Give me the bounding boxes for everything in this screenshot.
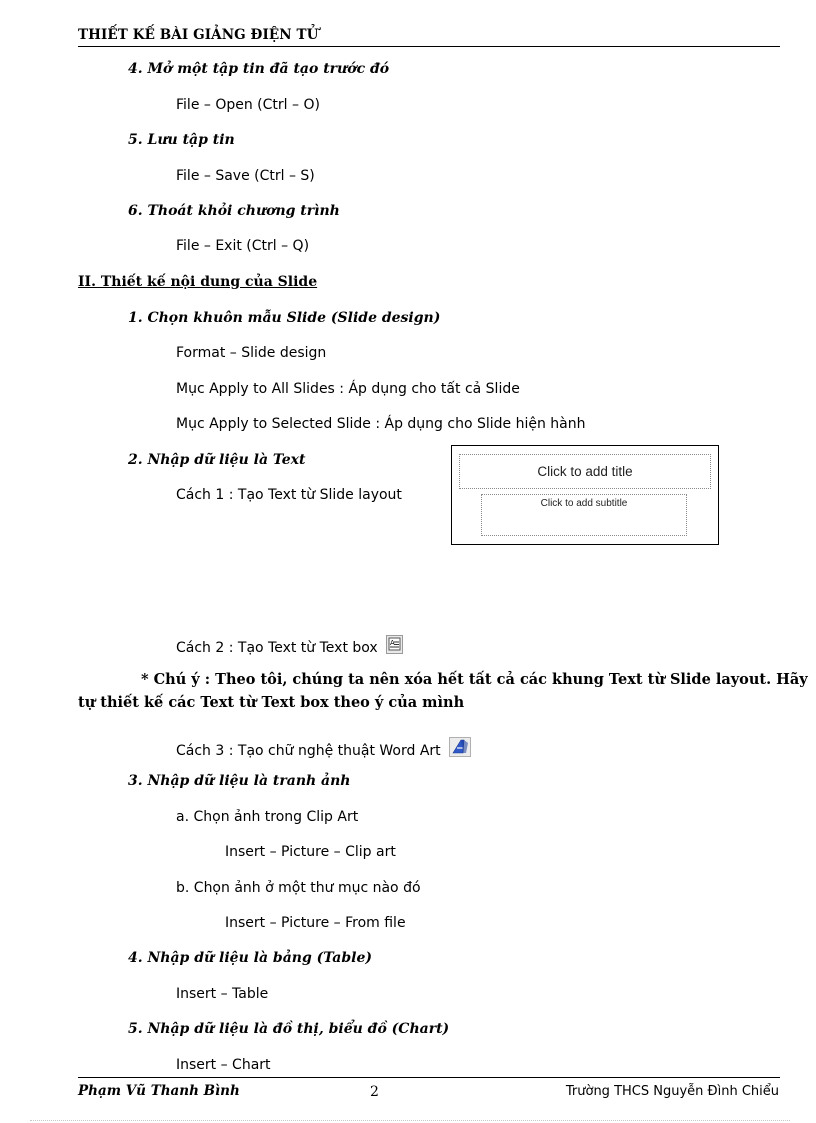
picture-option-a: a. Chọn ảnh trong Clip Art bbox=[176, 809, 359, 825]
text-method-1: Cách 1 : Tạo Text từ Slide layout bbox=[176, 487, 402, 503]
word-art-icon bbox=[449, 737, 471, 761]
heading-save-file: 5. Lưu tập tin bbox=[128, 132, 235, 148]
title-placeholder: Click to add title bbox=[459, 454, 711, 489]
slide-design-line-1: Format – Slide design bbox=[176, 345, 327, 361]
picture-command-clipart: Insert – Picture – Clip art bbox=[225, 844, 396, 860]
command-exit: File – Exit (Ctrl – Q) bbox=[176, 238, 310, 254]
slide-design-line-3: Mục Apply to Selected Slide : Áp dụng cho Slide hiện hành bbox=[176, 416, 586, 432]
heading-picture-input: 3. Nhập dữ liệu là tranh ảnh bbox=[128, 773, 351, 789]
heading-chart-input: 5. Nhập dữ liệu là đồ thị, biểu đồ (Chart) bbox=[128, 1021, 450, 1037]
page-edge bbox=[30, 1120, 790, 1121]
command-save: File – Save (Ctrl – S) bbox=[176, 168, 315, 184]
text-method-3-label: Cách 3 : Tạo chữ nghệ thuật Word Art bbox=[176, 743, 441, 759]
heading-slide-design: 1. Chọn khuôn mẫu Slide (Slide design) bbox=[128, 310, 441, 326]
picture-command-file: Insert – Picture – From file bbox=[225, 915, 406, 931]
slide-design-line-2: Mục Apply to All Slides : Áp dụng cho tất cả Slide bbox=[176, 381, 520, 397]
footer-rule bbox=[78, 1077, 780, 1078]
subtitle-placeholder: Click to add subtitle bbox=[481, 494, 687, 536]
command-chart: Insert – Chart bbox=[176, 1057, 271, 1073]
heading-table-input: 4. Nhập dữ liệu là bảng (Table) bbox=[128, 950, 373, 966]
text-method-2-label: Cách 2 : Tạo Text từ Text box bbox=[176, 640, 378, 656]
footer-school: Trường THCS Nguyễn Đình Chiểu bbox=[565, 1084, 779, 1099]
note-line-1: * Chú ý : Theo tôi, chúng ta nên xóa hết tất cả các khung Text từ Slide layout. Hãy bbox=[141, 671, 808, 688]
footer-page-number: 2 bbox=[370, 1084, 379, 1100]
note-line-2: tự thiết kế các Text từ Text box theo ý của mình bbox=[78, 694, 465, 711]
section-title: II. Thiết kế nội dung của Slide bbox=[78, 274, 318, 290]
heading-text-input: 2. Nhập dữ liệu là Text bbox=[128, 452, 306, 468]
command-open: File – Open (Ctrl – O) bbox=[176, 97, 320, 113]
slide-layout-preview bbox=[451, 445, 719, 545]
text-box-icon bbox=[386, 635, 403, 658]
text-method-3 bbox=[176, 737, 471, 761]
svg-text:A: A bbox=[390, 639, 395, 647]
command-table: Insert – Table bbox=[176, 986, 269, 1002]
picture-option-b: b. Chọn ảnh ở một thư mục nào đó bbox=[176, 880, 421, 896]
footer-author: Phạm Vũ Thanh Bình bbox=[78, 1083, 240, 1099]
header-rule bbox=[78, 46, 780, 47]
page-header-title: THIẾT KẾ BÀI GIẢNG ĐIỆN TỬ bbox=[78, 27, 319, 43]
heading-exit: 6. Thoát khỏi chương trình bbox=[128, 203, 340, 219]
text-method-2 bbox=[176, 635, 403, 658]
heading-open-file: 4. Mở một tập tin đã tạo trước đó bbox=[128, 61, 390, 77]
